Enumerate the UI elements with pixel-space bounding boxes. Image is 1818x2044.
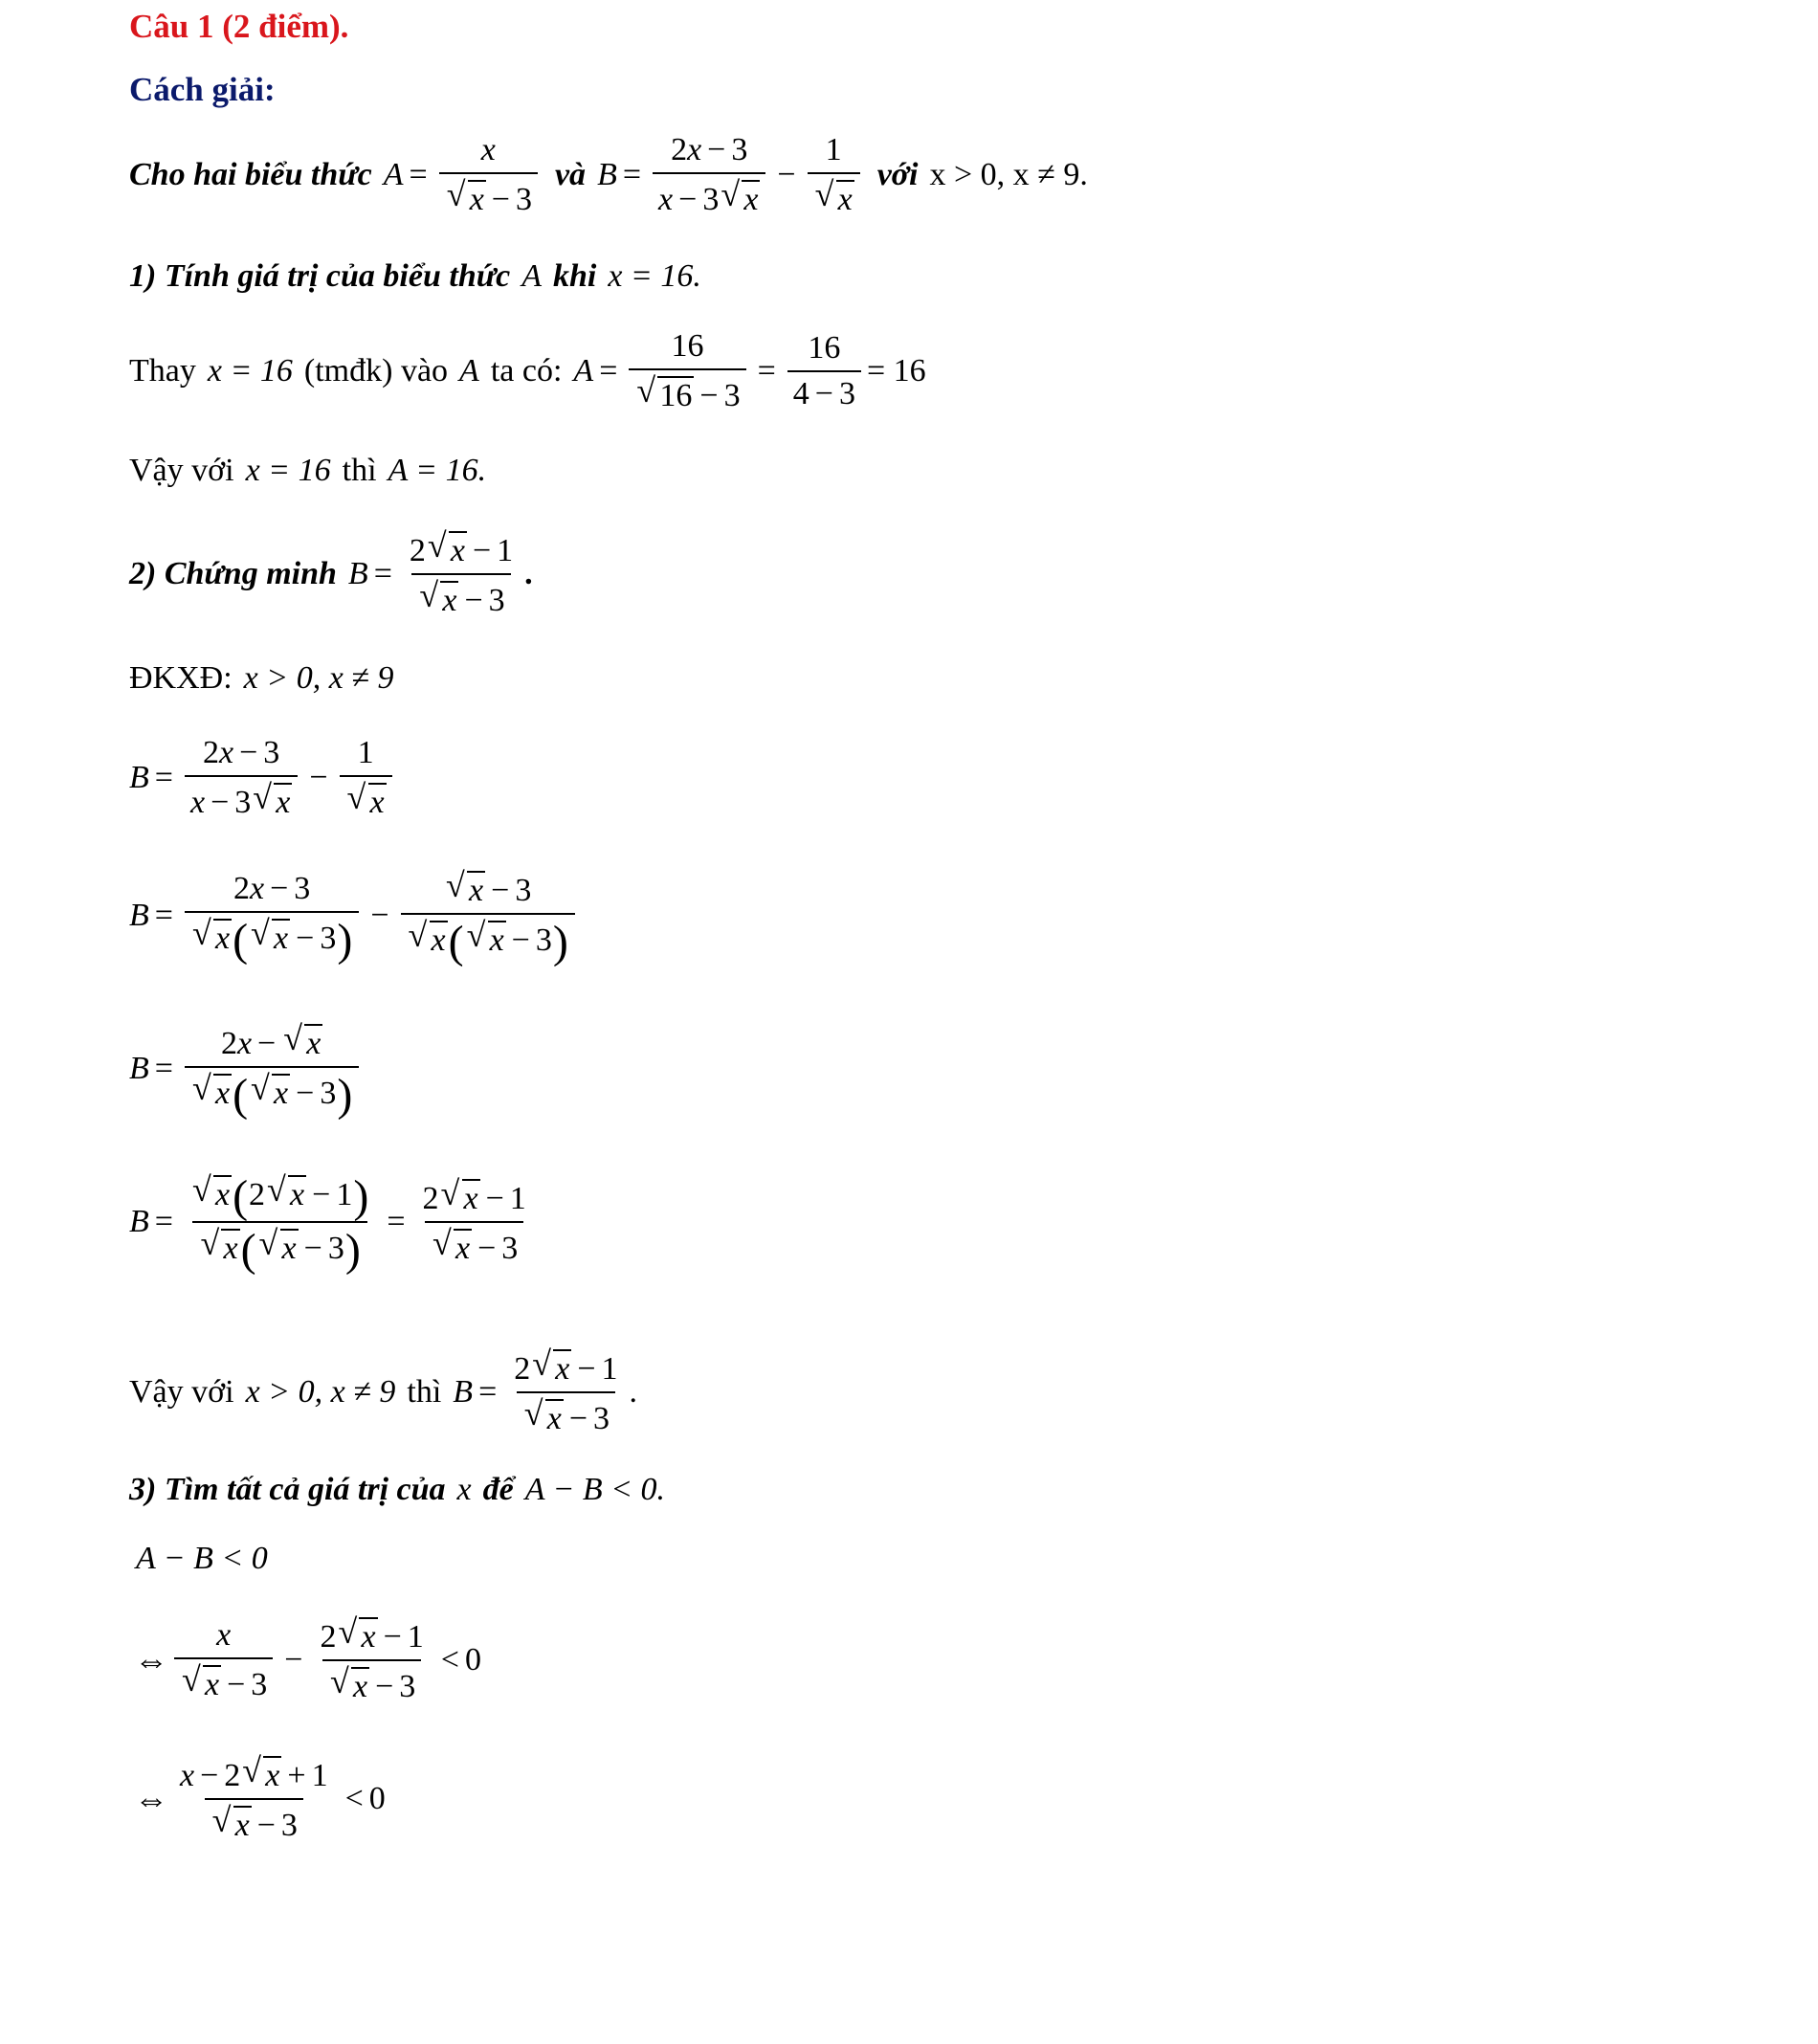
question-heading: Câu 1 (2 điểm). [129, 8, 349, 45]
part3-title: 3) Tìm tất cả giá trị của x để A − B < 0. [129, 1472, 666, 1507]
part1-title: 1) Tính giá trị của biểu thức A khi x = 16. [129, 258, 701, 294]
intro-prefix: Cho hai biểu thức [129, 157, 372, 192]
part2-dkxd: ĐKXĐ: x > 0, x ≠ 9 [129, 660, 394, 696]
intro-with: với [876, 157, 919, 192]
part2-step3: B = 2x −√ x √ x(√ x − 3) [129, 1024, 365, 1114]
intro-and: và [554, 157, 587, 192]
intro-condition: x > 0, x ≠ 9. [929, 157, 1088, 192]
expr-B-frac2: 1 √ x [808, 134, 860, 216]
expr-A: x √ x − 3 [439, 134, 538, 216]
part2-step4: B = √ x(2√ x − 1) √ x(√ x − 3) = 2√ x − 1 √ x − 3 [129, 1175, 538, 1270]
part1-conclusion: Vậy với x = 16 thì A = 16. [129, 453, 487, 488]
method-heading: Cách giải: [129, 71, 276, 108]
part2-step2: B = 2x − 3 √ x(√ x − 3) − √ x − 3 √ x(√ x − 3) [129, 871, 581, 961]
intro-line: Cho hai biểu thức A = x √ x − 3 và B = $\frac{2x - 3}{x - 3√ x}$ − 1 √ x với x > 0, x ≠ 9. [129, 134, 1088, 216]
part3-line1: A − B < 0 [136, 1541, 268, 1576]
expr-B-frac1: $\frac{2x - 3}{x - 3√ x}$ [653, 134, 765, 216]
part3-line3: ⇔ x − 2√ x + 1 √ x − 3 < 0 [134, 1756, 386, 1842]
part2-title: 2) Chứng minh B = 2√ x − 1 √ x − 3 . [129, 531, 533, 617]
part1-substitution: Thay x = 16 (tmđk) vào A ta có: A = 16 √ 16 − 3 = $\frac{16}{4 - 3}$ = 16 [129, 330, 926, 412]
part2-step1: B = $\frac{2x - 3}{x - 3√ x}$ − 1 √ x [129, 737, 398, 819]
part3-line2: ⇔ x √ x − 3 − 2√ x − 1 √ x − 3 < 0 [134, 1617, 481, 1703]
part2-conclusion: Vậy với x > 0, x ≠ 9 thì B = 2√ x − 1 √ x − 3 . [129, 1349, 637, 1435]
